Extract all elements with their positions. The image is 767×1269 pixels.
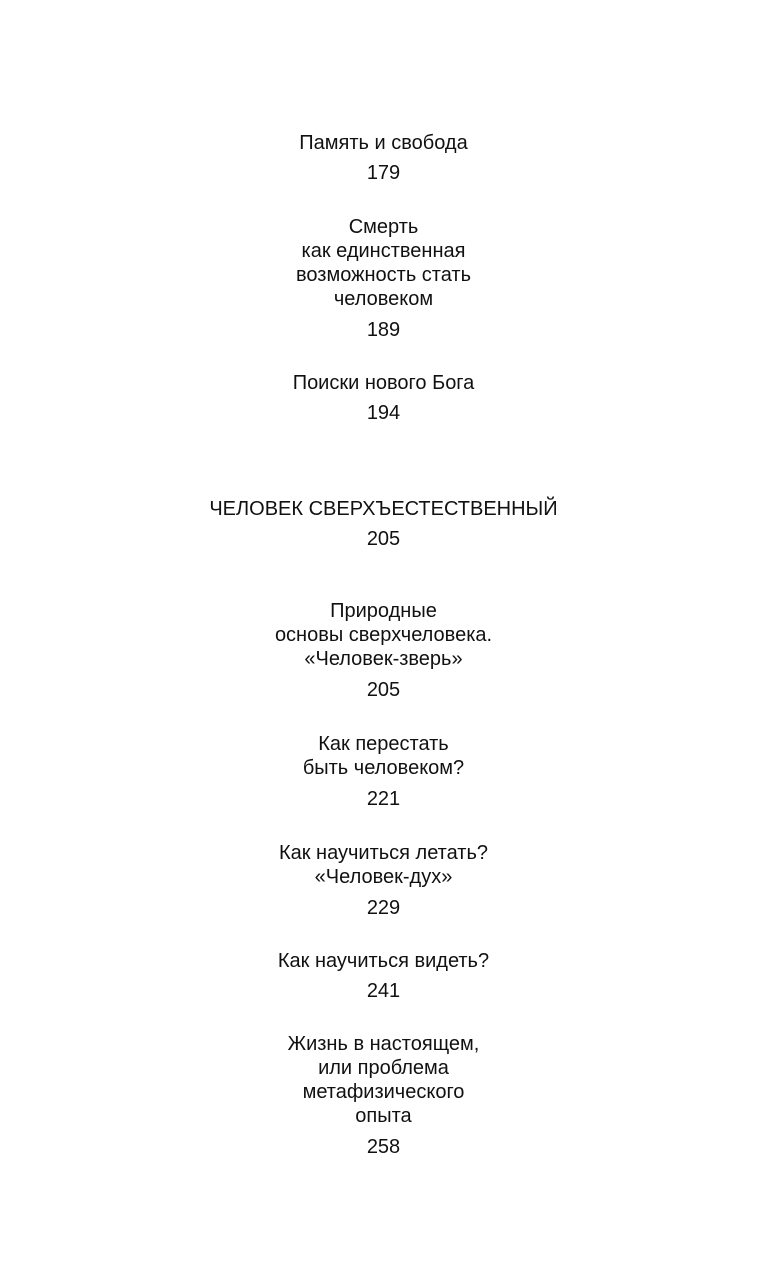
toc-entry-title: Память и свобода: [299, 132, 468, 154]
toc-entry-title: Жизнь в настоящем, или проблема метафизического опыта: [287, 1033, 480, 1127]
toc-entry-title: Как перестать быть человеком?: [302, 733, 465, 779]
toc-entry-page-number: 221: [366, 788, 401, 810]
toc-entry-kak-nauchitsya-letat: [0, 841, 767, 920]
toc-entry-kak-nauchitsya-videt: [0, 949, 767, 1003]
toc-entry-title: Природные основы сверхчеловека. «Человек-зверь»: [274, 600, 493, 670]
toc-section-heading: [0, 497, 767, 551]
toc-entry-page-number: 229: [366, 897, 401, 919]
toc-entry-smert: [0, 215, 767, 342]
toc-entry-zhizn-v-nastoyashchem: [0, 1032, 767, 1159]
toc-entry-title: Как научиться видеть?: [277, 950, 490, 972]
toc-section-title: ЧЕЛОВЕК СВЕРХЪЕСТЕСТВЕННЫЙ: [209, 498, 558, 520]
toc-entry-page-number: 194: [366, 402, 401, 424]
toc-entry-title: Поиски нового Бога: [292, 372, 475, 394]
toc-entry-page-number: 189: [366, 319, 401, 341]
toc-entry-page-number: 205: [366, 528, 401, 550]
toc-entry-poiski-novogo-boga: [0, 371, 767, 425]
toc-entry-kak-perestat: [0, 732, 767, 811]
toc-entry-pamyat-i-svoboda: [0, 131, 767, 185]
toc-entry-page-number: 205: [366, 679, 401, 701]
toc-entry-title: Смерть как единственная возможность стать человеком: [296, 216, 471, 310]
toc-entry-title: Как научиться летать? «Человек-дух»: [278, 842, 489, 888]
toc-entry-page-number: 179: [366, 162, 401, 184]
toc-entry-prirodnye-osnovy: [0, 599, 767, 702]
toc-entry-page-number: 258: [366, 1136, 401, 1158]
toc-entry-page-number: 241: [366, 980, 401, 1002]
